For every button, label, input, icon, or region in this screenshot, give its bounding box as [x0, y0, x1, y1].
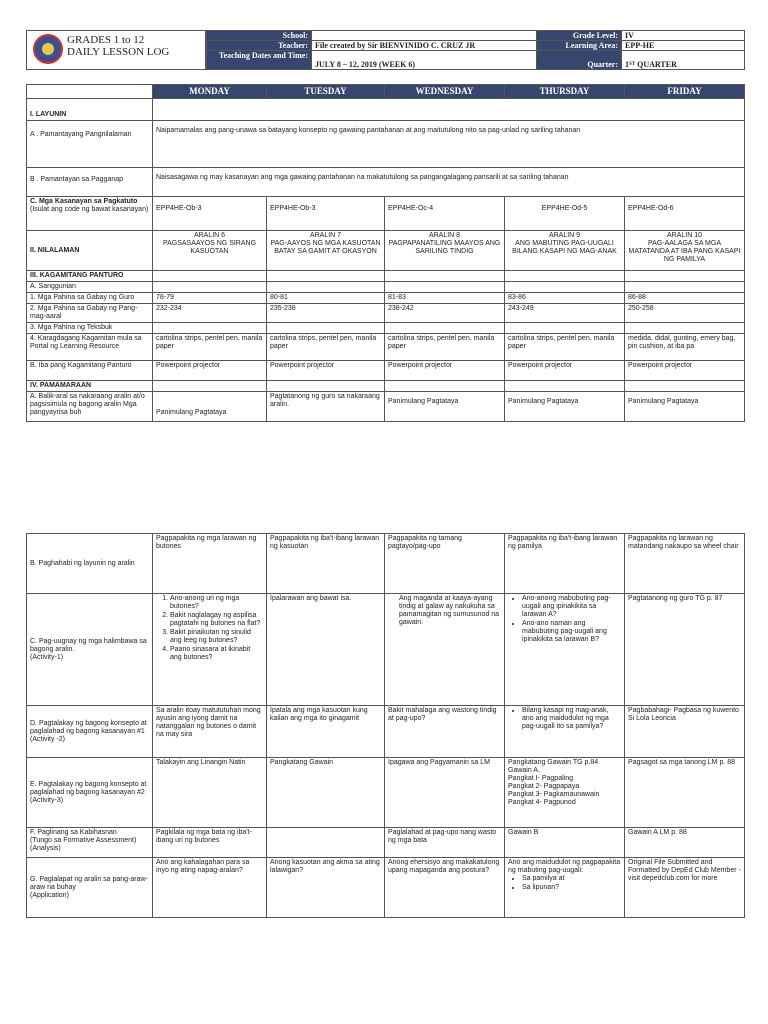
nilalaman-monday: [153, 231, 267, 271]
g-thursday-text: Ano ang maidudulot ng pagpapakita ng mabuting pag-uugali:: [508, 859, 621, 874]
g-thursday-list: [508, 875, 621, 892]
school-value: [312, 31, 537, 41]
aralin-number: ARALIN 6: [193, 232, 226, 239]
e-thursday-line: Pangkatang Gawain TG p.84: [508, 759, 599, 766]
header-title-line2: DAILY LESSON LOG: [67, 46, 170, 58]
b-wednesday: Pagpapakita ng tamang pagtayo/pag-upo: [385, 534, 505, 594]
pangnilalaman-text: Naipamamalas ang pang-unawa sa batayang konsepto ng gawaing pantahanan at ang maitutulong nito sa pag-unlad ng sariling tahanan: [153, 121, 745, 168]
f-label-cell: [27, 828, 153, 858]
gabay-guro-tuesday: 80-81: [267, 293, 385, 304]
d-thursday: [505, 706, 625, 758]
aralin-title: PAGSASAAYOS NG SIRANG KASUOTAN: [162, 240, 257, 255]
cell: [385, 323, 505, 334]
quarter-value: [622, 51, 745, 70]
cell: [625, 271, 745, 282]
quarter-number: 1: [625, 60, 629, 69]
iba-thursday: Powerpoint projector: [505, 361, 625, 381]
iba-label: B. Iba pang Kagamitang Panturo: [27, 361, 153, 381]
g-label: G. Paglalapat ng aralin sa pang-araw-araw na buhay: [30, 875, 148, 891]
school-label: School:: [207, 31, 312, 41]
day-header-friday: FRIDAY: [625, 85, 745, 99]
e-thursday-line: Pangkat 4- Pagpunod: [508, 799, 576, 806]
f-sub: (Tungo sa Formative Assessment): [30, 837, 137, 844]
cell: [505, 282, 625, 293]
pagganap-label: B . Pamantayan sa Pagganap: [27, 168, 153, 197]
teksbuk-label: 3. Mga Pahina ng Teksbuk: [27, 323, 153, 334]
c-monday-list: [156, 595, 263, 662]
sanggunian-label: A. Sanggunian: [27, 282, 153, 293]
cell: [385, 282, 505, 293]
code-tuesday: EPP4HE-Ob-3: [267, 197, 385, 231]
iba-tuesday: Powerpoint projector: [267, 361, 385, 381]
gabay-mag-label: 2. Mga Pahina sa Gabay ng Pang-mag-aaral: [27, 304, 153, 323]
gabay-guro-monday: 78-79: [153, 293, 267, 304]
pagganap-text: Naisasagawa ng may kasanayan ang mga gawaing pantahanan na makatutulong sa pangangalagang pansarili at sa sariling tahanan: [153, 168, 745, 197]
cell: [385, 271, 505, 282]
gabay-mag-wednesday: 238-242: [385, 304, 505, 323]
balik-monday: Panimulang Pagtataya: [153, 392, 267, 422]
code-thursday: EPP4HE-Od-5: [505, 197, 625, 231]
karagdagang-thursday: cartolina strips, pentel pen, manila paper: [505, 334, 625, 361]
cell: [625, 381, 745, 392]
day-header-thursday: THURSDAY: [505, 85, 625, 99]
c-label: C. Pag-uugnay ng mga halimbawa sa bagong aralin.: [30, 637, 147, 653]
cell: [267, 323, 385, 334]
section-layunin: I. LAYUNIN: [27, 99, 153, 121]
header-title-box: [26, 30, 206, 70]
aralin-number: ARALIN 9: [548, 232, 581, 239]
e-sub: (Activity-3): [30, 796, 64, 804]
gabay-guro-thursday: 83-86: [505, 293, 625, 304]
day-header-tuesday: TUESDAY: [267, 85, 385, 99]
iba-monday: Powerpoint projector: [153, 361, 267, 381]
nilalaman-thursday: [505, 231, 625, 271]
section-pamamaraan: IV. PAMAMARAAN: [27, 381, 153, 392]
f-label: F. Paglinang sa Kabihasnan: [30, 829, 117, 836]
cell: [385, 381, 505, 392]
nilalaman-tuesday: [267, 231, 385, 271]
teacher-value: File created by Sir BIENVINIDO C. CRUZ JR: [312, 41, 537, 51]
list-item: • Ano-anong mabubuting pag-uugali ang ipinakikita sa larawan A?: [522, 595, 621, 619]
f-thursday: Gawain B: [505, 828, 625, 858]
gabay-guro-wednesday: 81-83: [385, 293, 505, 304]
c-thursday: [505, 594, 625, 706]
e-monday: Talakayin ang Linangin Natin: [153, 758, 267, 828]
code-monday: EPP4HE-Ob-3: [153, 197, 267, 231]
cell: [153, 271, 267, 282]
e-wednesday: Ipagawa ang Pagyamanin sa LM: [385, 758, 505, 828]
teacher-label: Teacher:: [207, 41, 312, 51]
gabay-mag-friday: 250-258: [625, 304, 745, 323]
quarter-suffix: ST: [629, 62, 636, 67]
dates-label: Teaching Dates and Time:: [207, 51, 312, 70]
b-label: B. Paghahabi ng layunin ng aralin: [27, 534, 153, 594]
section-nilalaman: II. NILALAMAN: [27, 231, 153, 271]
e-thursday-line: Pangkat 3- Pagkamaunawain: [508, 791, 600, 798]
f-tuesday: [267, 828, 385, 858]
cell: [153, 282, 267, 293]
header-title-line1: GRADES 1 to 12: [67, 34, 145, 46]
b-tuesday: Pagpapakita ng iba't-ibang larawan ng kasuotan: [267, 534, 385, 594]
header-info-table: [206, 30, 745, 70]
aralin-number: ARALIN 8: [428, 232, 461, 239]
f-sub2: (Analysis): [30, 845, 61, 852]
learning-area-value: EPP-HE: [622, 41, 745, 51]
g-tuesday: Anong kasuotan ang akma sa ating lalawigan?: [267, 858, 385, 918]
e-thursday-line: Gawain A.: [508, 767, 540, 774]
balik-label: A. Balik-aral sa nakaraang aralin at/o pagsisimula ng bagong aralin Mga pangyayrisa buh: [27, 392, 153, 422]
b-monday: Pagpapakita ng mga larawan ng butones: [153, 534, 267, 594]
cell: [505, 323, 625, 334]
cell: [153, 323, 267, 334]
e-label-cell: [27, 758, 153, 828]
cell: [153, 381, 267, 392]
d-label: D. Pagtalakay ng bagong konsepto at paglalahad ng bagong kasanayan #1 (Activity -2): [27, 706, 153, 758]
karagdagang-friday: medida, didal, gunting, emery bag, pin cushion, at iba pa: [625, 334, 745, 361]
list-item: • Sa lipunan?: [522, 884, 621, 892]
learning-area-label: Learning Area:: [537, 41, 622, 51]
g-sub: (Application): [30, 891, 69, 899]
iba-wednesday: Powerpoint projector: [385, 361, 505, 381]
g-wednesday: Anong ehersisyo ang makakatulong upang mapaganda ang postura?: [385, 858, 505, 918]
kasanayan-sub: (Isulat ang code ng bawat kasanayan): [30, 206, 149, 213]
e-tuesday: Pangkatang Gawain: [267, 758, 385, 828]
list-item: 2. Bakit naglalagay ng aspilisa pagtatahi ng butones na flat?: [170, 612, 263, 628]
grade-level-value: IV: [622, 31, 745, 41]
c-label-cell: [27, 594, 153, 706]
balik-thursday: Panimulang Pagtataya: [505, 392, 625, 422]
b-thursday: Pagpapakita ng iba't-ibang larawan ng pamilya: [505, 534, 625, 594]
layunin-cell: [153, 99, 745, 121]
g-friday: Original File Submitted and Formatted by DepEd Club Member - visit depedclub.com for more: [625, 858, 745, 918]
d-wednesday: Bakit mahalaga ang wastong tindig at pag-upo?: [385, 706, 505, 758]
karagdagang-label: 4. Karagdagang Kagamitan mula sa Portal ng Learning Resource: [27, 334, 153, 361]
grade-level-label: Grade Level:: [537, 31, 622, 41]
lesson-log-table-part2: [26, 533, 745, 918]
e-thursday-line: Pangkat I- Pagpaling: [508, 775, 573, 782]
aralin-title: PAG-AAYOS NG MGA KASUOTAN BATAY SA GAMIT AT OKASYON: [270, 240, 381, 255]
karagdagang-tuesday: cartolina strips, pentel pen, manila paper: [267, 334, 385, 361]
code-friday: EPP4HE-Od-6: [625, 197, 745, 231]
iba-friday: Powerpoint projector: [625, 361, 745, 381]
day-header-monday: MONDAY: [153, 85, 267, 99]
c-thursday-list: [508, 595, 621, 644]
cell: [267, 381, 385, 392]
e-label: E. Pagtalakay ng bagong konsepto at paglalahad ng bagong kasanayan #2: [30, 780, 147, 796]
balik-tuesday: Pagtatanong ng guro sa nakaraang aralin.: [267, 392, 385, 422]
f-friday: Gawain A LM p. 88: [625, 828, 745, 858]
b-friday: Pagpapakita ng larawan ng matandang nakaupo sa wheel chair: [625, 534, 745, 594]
c-monday: [153, 594, 267, 706]
cell: [267, 282, 385, 293]
aralin-number: ARALIN 10: [666, 232, 703, 239]
d-tuesday: Ipatala ang mga kasuotan kung kailan ang mga ito ginagamit: [267, 706, 385, 758]
quarter-text: QUARTER: [635, 60, 677, 69]
karagdagang-wednesday: cartolina strips, pentel pen, manila paper: [385, 334, 505, 361]
gabay-mag-monday: 232-234: [153, 304, 267, 323]
e-thursday-line: Pangkat 2- Pagpapaya: [508, 783, 580, 790]
aralin-title: ANG MABUTING PAG-UUGALI BILANG KASAPI NG MAG-ANAK: [512, 240, 617, 255]
e-thursday: [505, 758, 625, 828]
lesson-log-table-part1: [26, 84, 745, 422]
list-item: 1. Ano-anong uri ng mga butones?: [170, 595, 263, 611]
cell: [625, 282, 745, 293]
g-monday: Ano ang kahalagahan para sa inyo ng ating napag-aralan?: [153, 858, 267, 918]
kasanayan-label: C. Mga Kasanayan sa Pagkatuto: [30, 198, 138, 205]
gabay-guro-friday: 86-88: [625, 293, 745, 304]
balik-wednesday: Panimulang Pagtataya: [385, 392, 505, 422]
section-kagamitan: III. KAGAMITANG PANTURO: [27, 271, 153, 282]
karagdagang-monday: cartolina strips, pentel pen, manila paper: [153, 334, 267, 361]
cell: [505, 381, 625, 392]
g-label-cell: [27, 858, 153, 918]
quarter-label: Quarter:: [537, 51, 622, 70]
aralin-title: PAGPAPANATILING MAAYOS ANG SARILING TINDIG: [388, 240, 501, 255]
list-item: • Bilang kasapi ng mag-anak, ano ang maidudulot ng mga pag-uugali ito sa pamilya?: [522, 707, 621, 731]
corner-cell: [27, 85, 153, 99]
cell: [505, 271, 625, 282]
cell: [625, 323, 745, 334]
list-item: • Sa pamilya at: [522, 875, 621, 883]
dates-value: JULY 8 – 12, 2019 (WEEK 6): [312, 51, 537, 70]
f-monday: Pagkilala ng mga bata ng iba't-ibang uri ng butones: [153, 828, 267, 858]
gabay-guro-label: 1. Mga Pahina sa Gabay ng Guro: [27, 293, 153, 304]
d-friday: Pagbabahagi- Pagbasa ng kuwento Si Lola Leoncia: [625, 706, 745, 758]
c-tuesday: Ipalarawan ang bawat isa.: [267, 594, 385, 706]
deped-seal-icon: [33, 34, 63, 64]
c-wednesday: Ang maganda at kaaya-ayang tindig at galaw ay nakukuha sa pamamagitan ng sumusunod na gawain.: [385, 594, 505, 706]
gabay-mag-tuesday: 235-238: [267, 304, 385, 323]
g-thursday: [505, 858, 625, 918]
day-header-wednesday: WEDNESDAY: [385, 85, 505, 99]
list-item: 4. Paano sinasara at ikinabit ang butones?: [170, 646, 263, 662]
d-thursday-list: [508, 707, 621, 731]
nilalaman-friday: [625, 231, 745, 271]
c-friday: Pagtatanong ng guro TG p. 87: [625, 594, 745, 706]
cell: [267, 271, 385, 282]
nilalaman-wednesday: [385, 231, 505, 271]
list-item: 3. Bakit pinaikutan ng sinulid ang leeg ng butones?: [170, 629, 263, 645]
f-wednesday: Paglalahad at pag-upo nang wasto ng mga bata: [385, 828, 505, 858]
pangnilalaman-label: A . Pamantayang Pangnilalaman: [27, 121, 153, 168]
aralin-title: PAG-AALAGA SA MGA MATATANDA AT IBA PANG KASAPI NG PAMILYA: [628, 240, 741, 263]
balik-friday: Panimulang Pagtataya: [625, 392, 745, 422]
gabay-mag-thursday: 243-249: [505, 304, 625, 323]
aralin-number: ARALIN 7: [309, 232, 342, 239]
c-sub: (Activity-1): [30, 653, 64, 661]
seal-emblem: [42, 43, 54, 55]
kasanayan-label-cell: [27, 197, 153, 231]
list-item: • Ano-ano naman ang mabubuting pag-uugali ang ipinakikita sa larawan B?: [522, 620, 621, 644]
d-monday: Sa aralin itoay matututuhan mong ayusin ang iyong damit na natanggalan ng butones o damit na may sira: [153, 706, 267, 758]
code-wednesday: EPP4HE-Oc-4: [385, 197, 505, 231]
e-friday: Pagsagot sa mga tanong LM p. 88: [625, 758, 745, 828]
